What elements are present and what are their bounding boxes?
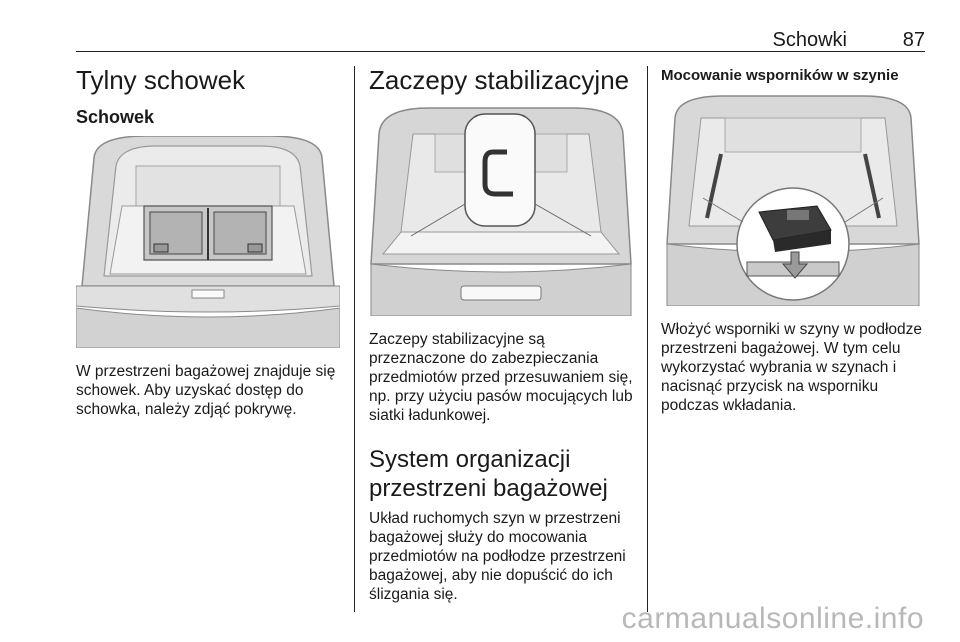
tie-down-illustration [369,104,633,316]
heading-tie-downs: Zaczepy stabilizacyjne [369,65,630,95]
page-header [76,28,925,52]
column-rear-compartment [76,60,342,419]
column-tie-downs [369,60,635,604]
subheading-compartment: Schowek [76,107,155,127]
header-rule [76,51,925,52]
section-title: Schowki [772,29,847,51]
watermark: carmanualsonline.info [621,602,924,635]
page-number: 87 [902,29,925,51]
heading-rear-compartment: Tylny schowek [76,65,246,95]
paragraph-tie-downs: Zaczepy stabilizacyjne są przeznaczone do zabezpieczania przedmiotów przed przesuwaniem się, np. przy użyciu pasów mocujących lub siatki ładunkowej. [369,331,633,424]
paragraph-rail-brackets: Włożyć wsporniki w szyny w podłodze przestrzeni bagażowej. W tym celu wykorzystać wybrania w szynach i nacisnąć przycisk na wsporniku podczas wkładania. [661,321,923,414]
paragraph-compartment: W przestrzeni bagażowej znajduje się schowek. Aby uzyskać dostęp do schowka, należy zdjąć pokrywę. [76,363,336,418]
rail-bracket-illustration [661,94,925,306]
paragraph-storage-system: Układ ruchomych szyn w przestrzeni bagażowej służy do mocowania przedmiotów na podłodze przestrzeni bagażowej, aby nie dopuścić do ich ślizgania się. [369,510,626,603]
column-rail-brackets [661,60,927,415]
heading-rail-brackets: Mocowanie wsporników w szynie [661,67,899,84]
heading-storage-system: System organizacji przestrzeni bagażowej [369,446,608,502]
trunk-storage-illustration [76,136,340,348]
column-divider [647,66,648,612]
column-divider [354,66,355,612]
